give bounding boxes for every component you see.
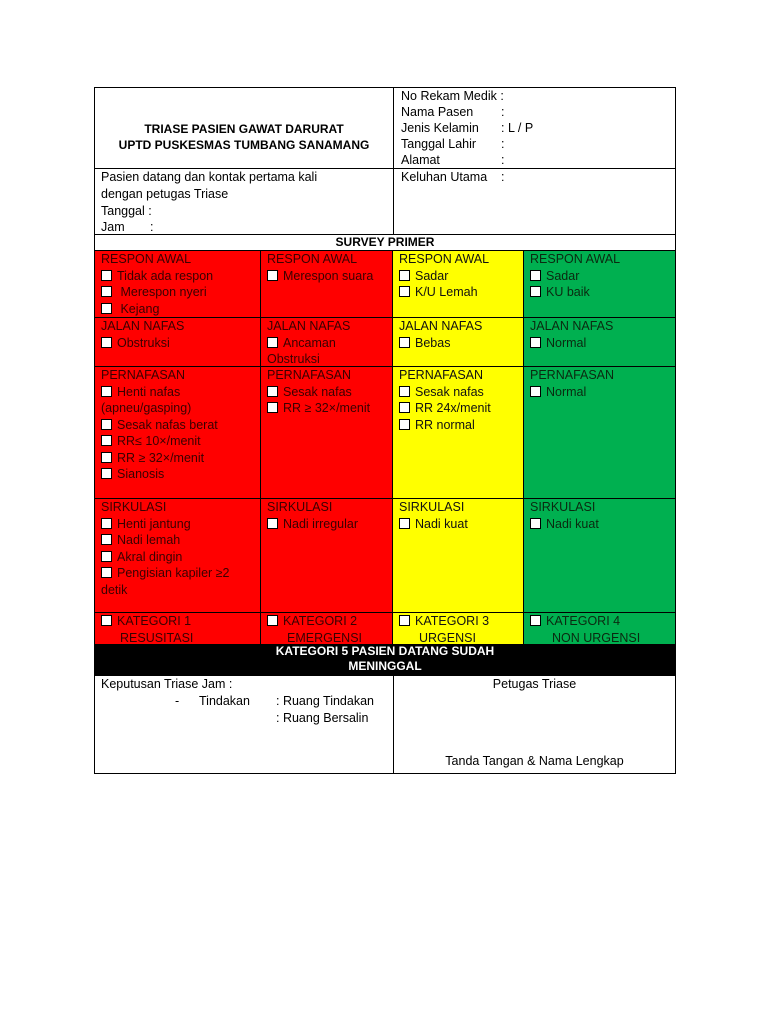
checkbox-nadi-kuat-cat3[interactable]: [399, 518, 410, 529]
kategori-2-line2: EMERGENSI: [287, 630, 363, 645]
kategori-3-cell: [392, 612, 524, 645]
kategori-4-line1: KATEGORI 4: [530, 613, 670, 630]
jalan-nafas-cat3-title: JALAN NAFAS: [399, 319, 483, 333]
pernafasan-cat1-item-4: RR ≥ 32×/menit: [101, 450, 255, 467]
checkbox-henti-jantung[interactable]: [101, 518, 112, 529]
respon-cat1-item-2: Merespon nyeri: [101, 284, 255, 301]
pernafasan-cat2-item-1: Sesak nafas: [267, 384, 387, 401]
form-title-line1: TRIASE PASIEN GAWAT DARURAT: [144, 122, 344, 136]
field-jenis-kelamin[interactable]: : L / P: [501, 121, 534, 135]
jalan-cat4-item-1: Normal: [530, 335, 670, 352]
checkbox-merespon-suara[interactable]: [267, 270, 278, 281]
checkbox-nadi-lemah[interactable]: [101, 534, 112, 545]
checkbox-sesak-nafas-cat3[interactable]: [399, 386, 410, 397]
kategori-3-line1: KATEGORI 3: [399, 613, 518, 630]
checkbox-kategori-2[interactable]: [267, 615, 278, 626]
field-nama-pasen[interactable]: :: [501, 105, 505, 119]
kategori-3-line2: URGENSI: [419, 630, 476, 645]
tindakan-label: Tindakan: [199, 694, 250, 708]
sirkulasi-cat1-item-2: Nadi lemah: [101, 532, 255, 549]
checkbox-ku-baik[interactable]: [530, 286, 541, 297]
sirkulasi-cat1-item-3: Akral dingin: [101, 549, 255, 566]
ruang-bersalin-option[interactable]: : Ruang Bersalin: [276, 711, 369, 725]
arrival-jam-field[interactable]: :: [150, 220, 154, 234]
respon-cat3-item-2: K/U Lemah: [399, 284, 518, 301]
jalan-cat2-item-1: Ancaman: [267, 335, 387, 352]
sirkulasi-cat1-item-4: Pengisian kapiler ≥2: [101, 565, 255, 582]
arrival-box: [94, 168, 394, 235]
checkbox-sadar[interactable]: [399, 270, 410, 281]
jalan-nafas-cat2: [260, 317, 393, 367]
respon-awal-cat1-title: RESPON AWAL: [101, 252, 192, 266]
checkbox-tidak-ada-respon[interactable]: [101, 270, 112, 281]
checkbox-normal-jalan[interactable]: [530, 337, 541, 348]
survey-primer-header: [94, 234, 676, 251]
checkbox-ku-lemah[interactable]: [399, 286, 410, 297]
pernafasan-cat1-item-2: Sesak nafas berat: [101, 417, 255, 434]
pernafasan-cat3-item-3: RR normal: [399, 417, 518, 434]
respon-cat1-item-1: Tidak ada respon: [101, 268, 255, 285]
field-nama-pasen-label: Nama Pasen: [401, 105, 474, 119]
pernafasan-cat2: [260, 366, 393, 499]
checkbox-nadi-kuat-cat4[interactable]: [530, 518, 541, 529]
respon-cat1-item-3: Kejang: [101, 301, 255, 318]
pernafasan-cat4-title: PERNAFASAN: [530, 368, 615, 382]
pernafasan-cat1-item-1: Henti nafas: [101, 384, 255, 401]
checkbox-sesak-nafas[interactable]: [267, 386, 278, 397]
arrival-tanggal-field[interactable]: Tanggal :: [101, 204, 152, 218]
field-no-rekam-medik[interactable]: No Rekam Medik :: [401, 89, 504, 103]
respon-cat3-item-1: Sadar: [399, 268, 518, 285]
patient-info-box: [393, 87, 676, 169]
sirkulasi-cat4-title: SIRKULASI: [530, 500, 596, 514]
field-tanggal-lahir[interactable]: :: [501, 137, 505, 151]
checkbox-bebas[interactable]: [399, 337, 410, 348]
kategori-2-cell: [260, 612, 393, 645]
respon-cat2-item-1: Merespon suara: [267, 268, 387, 285]
tindakan-dash: -: [175, 694, 180, 708]
kategori-5-bar: [94, 644, 676, 675]
pernafasan-cat1: [94, 366, 261, 499]
sirkulasi-cat4-item-1: Nadi kuat: [530, 516, 670, 533]
checkbox-rr-le-10[interactable]: [101, 435, 112, 446]
sirkulasi-cat1-title: SIRKULASI: [101, 500, 167, 514]
jalan-nafas-cat4: [523, 317, 676, 367]
checkbox-kategori-1[interactable]: [101, 615, 112, 626]
checkbox-sesak-nafas-berat[interactable]: [101, 419, 112, 430]
checkbox-obstruksi[interactable]: [101, 337, 112, 348]
pernafasan-cat1-item-5: Sianosis: [101, 466, 255, 483]
checkbox-pengisian-kapiler[interactable]: [101, 567, 112, 578]
pernafasan-cat1-item-3: RR≤ 10×/menit: [101, 433, 255, 450]
checkbox-rr-ge-32[interactable]: [101, 452, 112, 463]
ruang-tindakan-option[interactable]: : Ruang Tindakan: [276, 694, 374, 708]
checkbox-merespon-nyeri[interactable]: [101, 286, 112, 297]
checkbox-henti-nafas[interactable]: [101, 386, 112, 397]
field-tanggal-lahir-label: Tanggal Lahir: [401, 137, 477, 151]
sirkulasi-cat3-item-1: Nadi kuat: [399, 516, 518, 533]
respon-cat4-item-2: KU baik: [530, 284, 670, 301]
respon-awal-cat2-title: RESPON AWAL: [267, 252, 358, 266]
kategori-1-cell: [94, 612, 261, 645]
respon-awal-cat3-title: RESPON AWAL: [399, 252, 490, 266]
checkbox-normal-pernafasan[interactable]: [530, 386, 541, 397]
pernafasan-cat3-title: PERNAFASAN: [399, 368, 484, 382]
keputusan-triase-jam-field[interactable]: Keputusan Triase Jam :: [101, 677, 233, 691]
jalan-nafas-cat3: [392, 317, 524, 367]
checkbox-kategori-4[interactable]: [530, 615, 541, 626]
sirkulasi-cat2-item-1: Nadi irregular: [267, 516, 387, 533]
signature-field[interactable]: Tanda Tangan & Nama Lengkap: [445, 754, 624, 768]
jalan-cat1-item-1: Obstruksi: [101, 335, 255, 352]
checkbox-sianosis[interactable]: [101, 468, 112, 479]
pernafasan-cat1-item-1-cont: (apneu/gasping): [101, 401, 192, 415]
jalan-cat2-item-1-cont: Obstruksi: [267, 352, 320, 366]
field-alamat-label: Alamat: [401, 153, 440, 167]
sirkulasi-cat1: [94, 498, 261, 613]
decision-box: [94, 675, 394, 774]
arrival-jam-label: Jam: [101, 220, 125, 234]
field-jenis-kelamin-label: Jenis Kelamin: [401, 121, 479, 135]
checkbox-kejang[interactable]: [101, 303, 112, 314]
complaint-field[interactable]: :: [501, 170, 505, 184]
kategori-1-line2: RESUSITASI: [120, 630, 194, 645]
sirkulasi-cat1-item-4-cont: detik: [101, 582, 128, 597]
checkbox-akral-dingin[interactable]: [101, 551, 112, 562]
jalan-nafas-cat4-title: JALAN NAFAS: [530, 319, 614, 333]
pernafasan-cat2-item-2: RR ≥ 32×/menit: [267, 400, 387, 417]
kategori-1-line1: KATEGORI 1: [101, 613, 255, 630]
checkbox-ancaman-obstruksi[interactable]: [267, 337, 278, 348]
sirkulasi-cat2: [260, 498, 393, 613]
jalan-nafas-cat1-title: JALAN NAFAS: [101, 319, 185, 333]
pernafasan-cat1-title: PERNAFASAN: [101, 368, 186, 382]
kategori-5-line1: KATEGORI 5 PASIEN DATANG SUDAH: [275, 644, 495, 658]
sirkulasi-cat3: [392, 498, 524, 613]
kategori-2-line1: KATEGORI 2: [267, 613, 387, 630]
header-title-box: [94, 87, 394, 169]
pernafasan-cat3-item-1: Sesak nafas: [399, 384, 518, 401]
kategori-4-line2: NON URGENSI: [552, 630, 641, 645]
jalan-nafas-cat1: [94, 317, 261, 367]
sirkulasi-cat2-title: SIRKULASI: [267, 500, 333, 514]
form-title-line2: UPTD PUSKESMAS TUMBANG SANAMANG: [118, 138, 370, 152]
kategori-5-line2: MENINGGAL: [348, 659, 422, 673]
checkbox-rr-normal[interactable]: [399, 419, 410, 430]
pernafasan-cat4: [523, 366, 676, 499]
jalan-nafas-cat2-title: JALAN NAFAS: [267, 319, 351, 333]
pernafasan-cat3: [392, 366, 524, 499]
sirkulasi-cat4: [523, 498, 676, 613]
field-alamat[interactable]: :: [501, 153, 505, 167]
survey-primer-title: SURVEY PRIMER: [335, 235, 435, 249]
complaint-label: Keluhan Utama: [401, 170, 488, 184]
kategori-4-cell: [523, 612, 676, 645]
sirkulasi-cat1-item-1: Henti jantung: [101, 516, 255, 533]
checkbox-rr-24[interactable]: [399, 402, 410, 413]
petugas-triase-label: Petugas Triase: [492, 677, 577, 691]
arrival-text-line2: dengan petugas Triase: [101, 187, 229, 201]
checkbox-sadar-cat4[interactable]: [530, 270, 541, 281]
respon-awal-cat2: [260, 250, 393, 318]
respon-awal-cat3: [392, 250, 524, 318]
checkbox-nadi-irregular[interactable]: [267, 518, 278, 529]
respon-awal-cat4-title: RESPON AWAL: [530, 252, 621, 266]
pernafasan-cat4-item-1: Normal: [530, 384, 670, 401]
respon-awal-cat1: [94, 250, 261, 318]
checkbox-kategori-3[interactable]: [399, 615, 410, 626]
pernafasan-cat3-item-2: RR 24x/menit: [399, 400, 518, 417]
respon-awal-cat4: [523, 250, 676, 318]
petugas-box: [393, 675, 676, 774]
jalan-cat3-item-1: Bebas: [399, 335, 518, 352]
pernafasan-cat2-title: PERNAFASAN: [267, 368, 352, 382]
checkbox-rr-ge-32-cat2[interactable]: [267, 402, 278, 413]
complaint-box: [393, 168, 676, 235]
respon-cat4-item-1: Sadar: [530, 268, 670, 285]
arrival-text-line1: Pasien datang dan kontak pertama kali: [101, 170, 318, 184]
sirkulasi-cat3-title: SIRKULASI: [399, 500, 465, 514]
